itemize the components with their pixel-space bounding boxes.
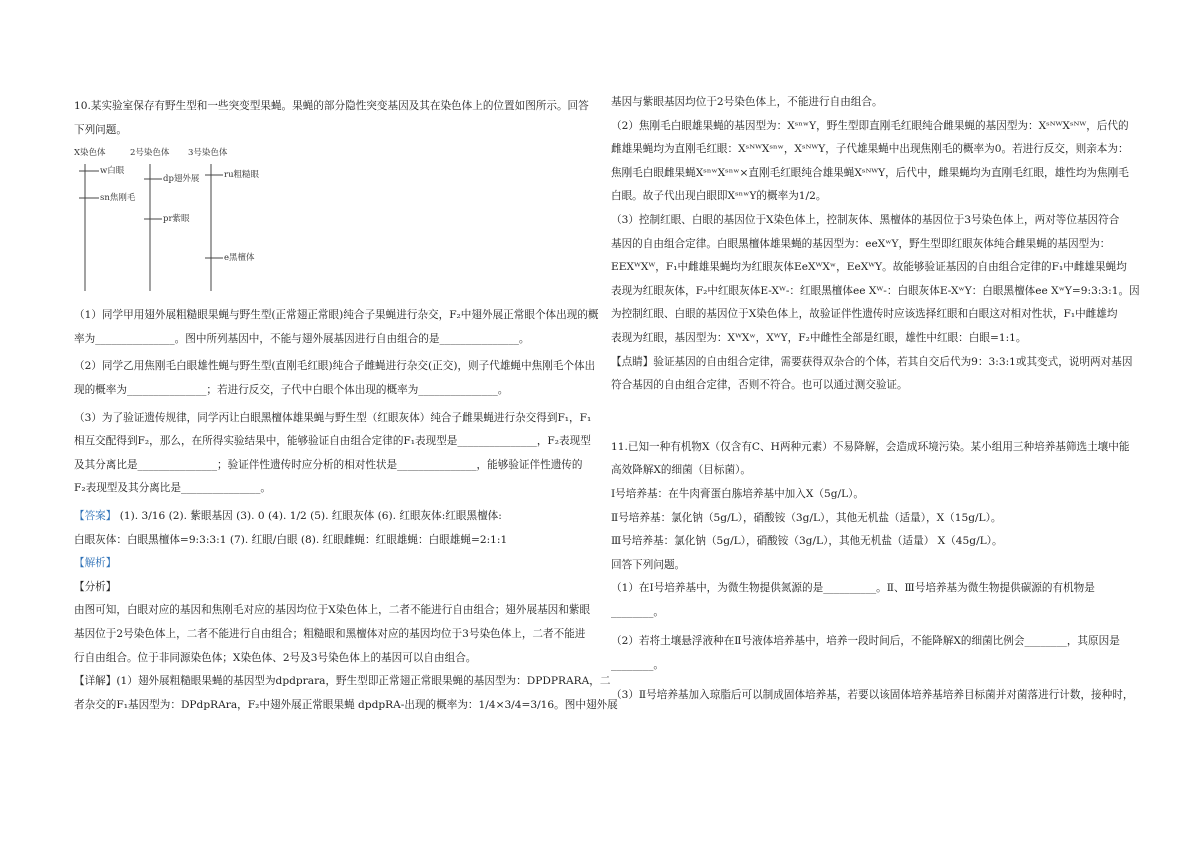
q1-line1: （1）同学甲用翅外展粗糙眼果蝇与野生型(正常翅正常眼)纯合子果蝇进行杂交，F₂中翅外展正常眼个体出现的概 [74,309,599,322]
answer-text1: (1). 3/16 (2). 紫眼基因 (3). 0 (4). 1/2 (5). 红眼灰体 (6). 红眼灰体:红眼黑檀体: [119,509,502,522]
medium-2: Ⅱ号培养基：氯化钠（5g/L），硝酸铵（3g/L），其他无机盐（适量），X（15g/L）。 [611,511,1002,524]
q2-line2: 现的概率为_______________；若进行反交，子代中白眼个体出现的概率为_______________。 [74,383,509,396]
gene-sn: sn焦刚毛 [100,193,136,204]
s2-line2: ________。 [611,659,664,672]
q10-intro-line2: 下列问题。 [74,123,127,136]
gene-dp: dp翅外展 [163,174,200,185]
x-chromosome-header: X染色体 [74,148,106,159]
q3-line4: F₂表现型及其分离比是_______________。 [74,482,271,495]
q1-line2: 率为_______________。图中所列基因中，不能与翅外展基因进行自由组合的是_______________。 [74,332,530,345]
gene-pr: pr紫眼 [163,214,190,225]
gene-e: e黑檀体 [224,253,255,264]
dianjing-line2: 符合基因的自由组合定律，否则不符合。也可以通过测交验证。 [611,379,908,392]
analysis-label: 【解析】 [74,557,117,570]
answer-label: 【答案】 [74,509,117,522]
fenxi-line3: 行自由组合。位于非同源染色体；X染色体、2号及3号染色体上的基因可以自由组合。 [74,651,477,664]
p3-line4: 表现为红眼灰体，F₂中红眼灰体E-Xᵂ-：红眼黑檀体ee Xᵂ-：白眼灰体E-XʷY：白眼黑檀体ee XʷY=9:3:3:1。因 [611,284,1140,297]
p3-line2: 基因的自由组合定律。白眼黑檀体雄果蝇的基因型为：eeXʷY，野生型即红眼灰体纯合雌果蝇的基因型为： [611,237,1111,250]
chromosome-diagram [74,146,588,296]
q3-line2: 相互交配得到F₂，那么，在所得实验结果中，能够验证自由组合定律的F₁表现型是_______________，F₂表现型 [74,435,591,448]
s1-line1: （1）在Ⅰ号培养基中，为微生物提供氮源的是__________。Ⅱ、Ⅲ号培养基为微生物提供碳源的有机物是 [611,582,1095,595]
medium-1: Ⅰ号培养基：在牛肉膏蛋白胨培养基中加入X（5g/L）。 [611,487,865,500]
xiangjie-line1: 【详解】(1）翅外展粗糙眼果蝇的基因型为dpdprara，野生型即正常翅正常眼果蝇的基因型为：DPDPRARA，二 [74,675,611,688]
p3-line3: EEXᵂXᵂ，F₁中雌雄果蝇均为红眼灰体EeXᵂXʷ，EeXᵂY。故能够验证基因的自由组合定律的F₁中雌雄果蝇均 [611,261,1127,274]
fenxi-label: 【分析】 [74,580,117,593]
gene-w: w白眼 [100,166,125,177]
right-column [611,91,1140,707]
q10-intro-line1: 10.某实验室保存有野生型和一些突变型果蝇。果蝇的部分隐性突变基因及其在染色体上的位置如图所示。回答 [74,100,589,112]
s3-line1: （3）Ⅱ号培养基加入琼脂后可以制成固体培养基，若要以该固体培养基培养目标菌并对菌落进行计数，接种时， [611,688,1134,701]
xiangjie-line2: 者杂交的F₁基因型为：DPdpRAra，F₂中翅外展正常眼果蝇 dpdpRA-出现的概率为：1/4×3/4=3/16。图中翅外展 [74,698,618,711]
left-column [74,95,618,717]
s2-line1: （2）若将土壤悬浮液种在Ⅱ号液体培养基中，培养一段时间后，不能降解X的细菌比例会________，其原因是 [611,635,1120,648]
s1-line2: ________。 [611,605,664,618]
p2-line4: 白眼。故子代出现白眼即XˢⁿʷY的概率为1/2。 [611,190,827,203]
fenxi-line2: 基因位于2号染色体上，二者不能进行自由组合；粗糙眼和黑檀体对应的基因均位于3号染色体上，二者不能进 [74,627,586,640]
p2-line3: 焦刚毛白眼雌果蝇XˢⁿʷXˢⁿʷ×直刚毛红眼纯合雄果蝇XˢᴺᵂY，后代中，雌果蝇均为直刚毛红眼，雄性均为焦刚毛 [611,166,1129,179]
p3-line6: 表现为红眼，基因型为：XᵂXʷ，XᵂY，F₂中雌性全部是红眼，雄性中红眼：白眼=1:1。 [611,331,1027,344]
gene-ru: ru粗糙眼 [224,170,260,181]
p2-line2: 雌雄果蝇均为直刚毛红眼：XˢᴺᵂXˢⁿʷ，XˢᴺᵂY，子代雄果蝇中出现焦刚毛的概率为0。若进行反交，则亲本为： [611,143,1129,156]
answer-prompt: 回答下列问题。 [611,558,686,571]
q3-line1: （3）为了验证遗传规律，同学丙让白眼黑檀体雄果蝇与野生型（红眼灰体）纯合子雌果蝇进行杂交得到F₁，F₁ [74,411,592,424]
q3-line3: 及其分离比是_______________；验证伴性遗传时应分析的相对性状是_______________，能够验证伴性遗传的 [74,458,583,471]
p3-line5: 为控制红眼、白眼的基因位于X染色体上，故验证伴性遗传时应该选择红眼和白眼这对相对性状，F₁中雌雄均 [611,308,1118,321]
continuation-line: 基因与紫眼基因均位于2号染色体上，不能进行自由组合。 [611,96,883,108]
chromosome-2-header: 2号染色体 [130,148,170,159]
dianjing-line1: 【点睛】验证基因的自由组合定律，需要获得双杂合的个体，若其自交后代为9：3:3:1或其变式，说明两对基因 [611,355,1133,368]
chromosome-3-header: 3号染色体 [188,148,228,159]
q11-line2: 高效降解X的细菌（目标菌）。 [611,464,751,477]
answer-line1 [74,505,588,529]
q11-line1: 11.已知一种有机物X（仅含有C、H两种元素）不易降解，会造成环境污染。某小组用三种培养基筛选土壤中能 [611,440,1130,453]
answer-line2: 白眼灰体：白眼黑檀体=9:3:3:1 (7). 红眼/白眼 (8). 红眼雌蝇：红眼雄蝇：白眼雄蝇=2:1:1 [74,533,508,546]
medium-3: Ⅲ号培养基：氯化钠（5g/L），硝酸铵（3g/L），其他无机盐（适量） X（45g/L）。 [611,535,1003,548]
q2-line1: （2）同学乙用焦刚毛白眼雄性蝇与野生型(直刚毛红眼)纯合子雌蝇进行杂交(正交)，则子代雄蝇中焦刚毛个体出 [74,360,596,373]
p3-line1: （3）控制红眼、白眼的基因位于X染色体上，控制灰体、黑檀体的基因位于3号染色体上，两对等位基因符合 [611,213,1120,226]
p2-line1: （2）焦刚毛白眼雄果蝇的基因型为：XˢⁿʷY，野生型即直刚毛红眼纯合雌果蝇的基因型为：XˢᴺᵂXˢᴺᵂ，后代的 [611,119,1129,132]
fenxi-line1: 由图可知，白眼对应的基因和焦刚毛对应的基因均位于X染色体上，二者不能进行自由组合；翅外展基因和紫眼 [74,604,591,617]
